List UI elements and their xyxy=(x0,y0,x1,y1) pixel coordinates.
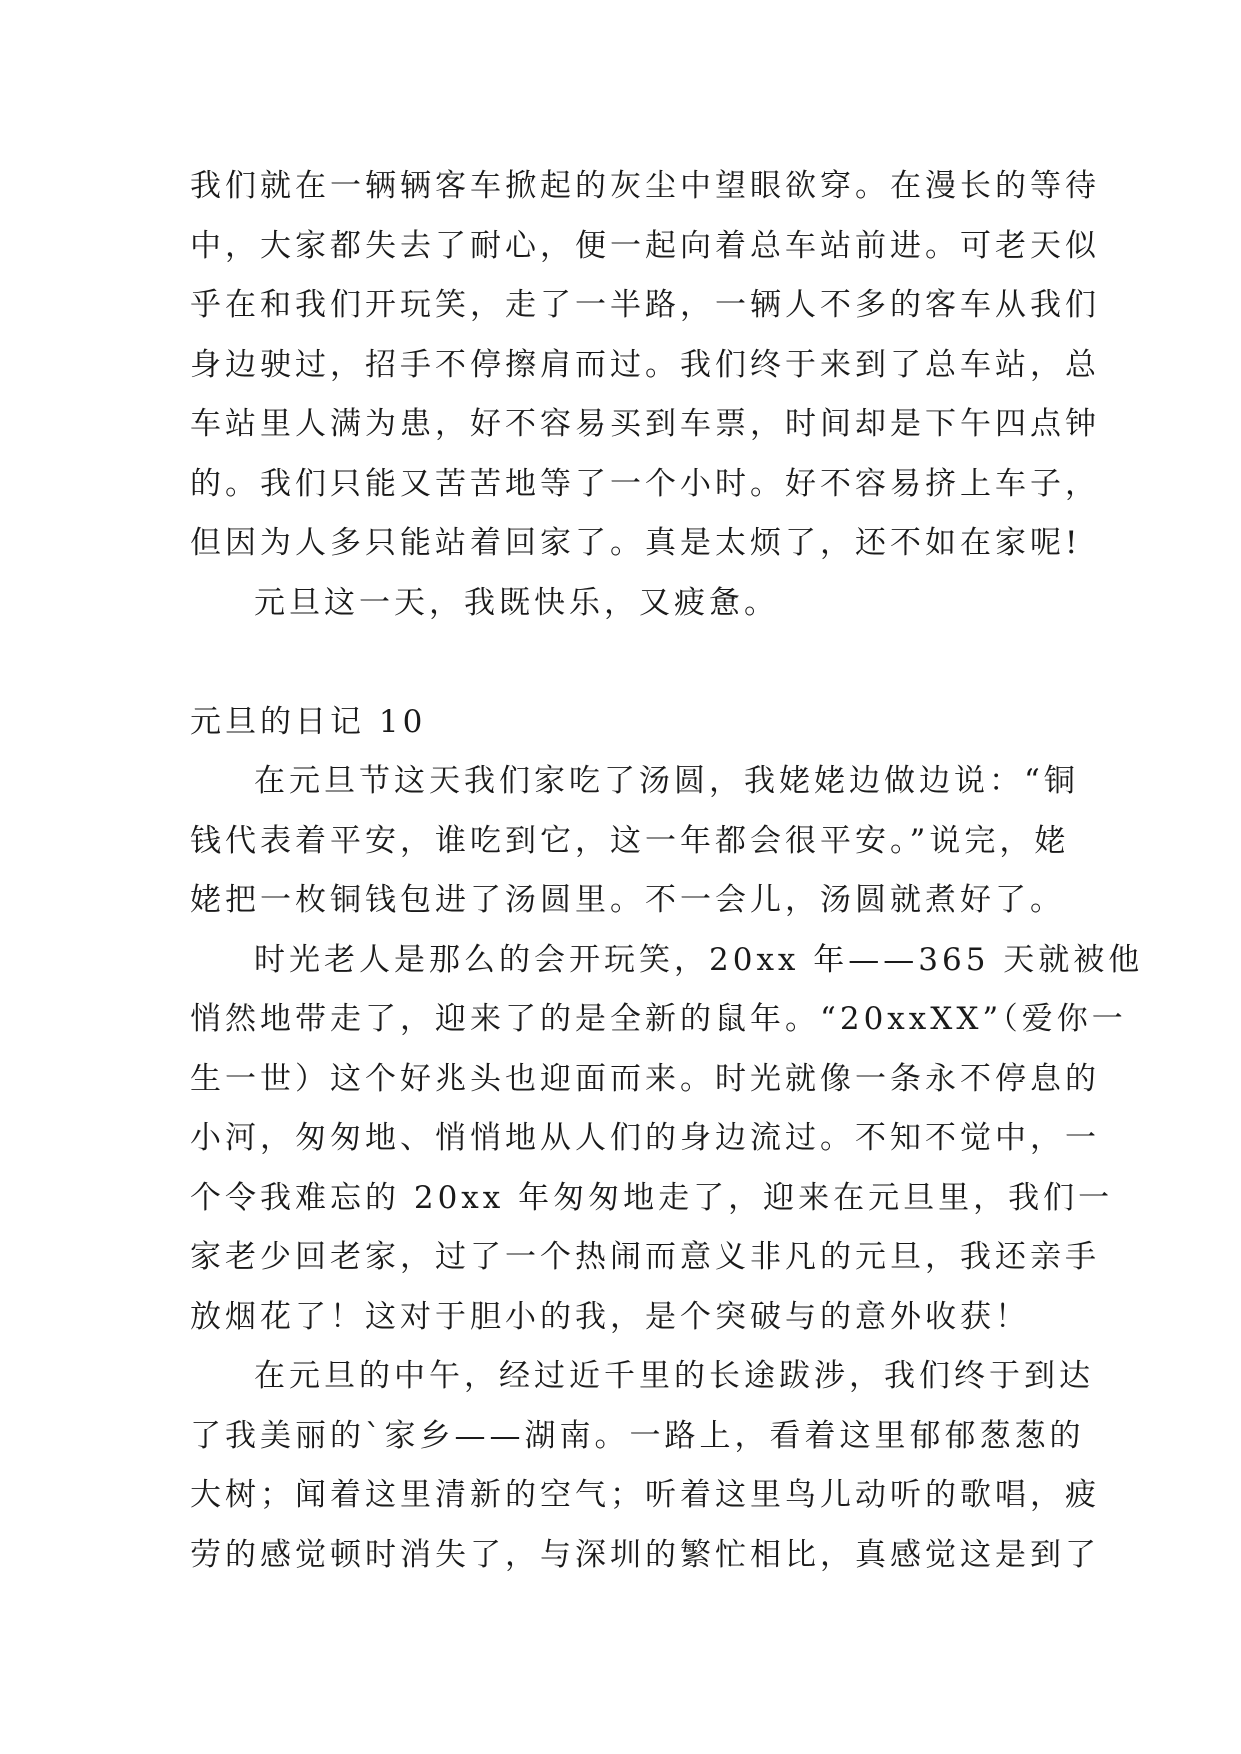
section-spacer xyxy=(190,633,1060,693)
paragraph-2 xyxy=(190,931,1144,1348)
text-line: 元旦这一天，我既快乐，又疲惫。 xyxy=(254,584,779,621)
paragraph-1 xyxy=(190,752,1079,931)
text-line: 家老少回老家，过了一个热闹而意义非凡的元旦，我还亲手 xyxy=(190,1239,1100,1275)
text-line: 在元旦节这天我们家吃了汤圆，我姥姥边做边说：“铜 xyxy=(254,763,1079,799)
text-line: 中，大家都失去了耐心，便一起向着总车站前进。可老天似 xyxy=(190,227,1100,264)
text-line: 的。我们只能又苦苦地等了一个小时。好不容易挤上车子， xyxy=(190,465,1100,502)
text-line: 劳的感觉顿时消失了，与深圳的繁忙相比，真感觉这是到了 xyxy=(190,1536,1100,1573)
text-line: 生一世）这个好兆头也迎面而来。时光就像一条永不停息的 xyxy=(190,1060,1100,1097)
text-line: 个令我难忘的 20xx 年匆匆地走了，迎来在元旦里，我们一 xyxy=(190,1179,1114,1216)
paragraph-closing xyxy=(190,574,1060,634)
text-line: 我们就在一辆辆客车掀起的灰尘中望眼欲穿。在漫长的等待 xyxy=(190,168,1100,204)
text-line: 时光老人是那么的会开玩笑，20xx 年——365 天就被他 xyxy=(254,941,1144,978)
section-title: 元旦的日记 10 xyxy=(190,703,427,740)
paragraph-3 xyxy=(190,1347,1100,1585)
text-line: 姥把一枚铜钱包进了汤圆里。不一会儿，汤圆就煮好了。 xyxy=(190,882,1065,918)
text-line: 乎在和我们开玩笑，走了一半路，一辆人不多的客车从我们 xyxy=(190,287,1100,323)
text-line: 放烟花了！这对于胆小的我，是个突破与的意外收获！ xyxy=(190,1298,1030,1335)
text-line: 钱代表着平安，谁吃到它，这一年都会很平安。”说完，姥 xyxy=(190,822,1070,859)
text-line: 在元旦的中午，经过近千里的长途跋涉，我们终于到达 xyxy=(254,1358,1094,1394)
text-line: 了我美丽的`家乡——湖南。一路上，看着这里郁郁葱葱的 xyxy=(190,1417,1085,1454)
paragraph-continued xyxy=(190,157,1100,574)
text-line: 小河，匆匆地、悄悄地从人们的身边流过。不知不觉中，一 xyxy=(190,1120,1100,1156)
text-line: 身边驶过，招手不停擦肩而过。我们终于来到了总车站，总 xyxy=(190,346,1100,383)
text-line: 但因为人多只能站着回家了。真是太烦了，还不如在家呢! xyxy=(190,525,1082,561)
text-line: 大树；闻着这里清新的空气；听着这里鸟儿动听的歌唱，疲 xyxy=(190,1477,1100,1513)
text-line: 悄然地带走了，迎来了的是全新的鼠年。“20xxXX”（爱你一 xyxy=(190,1001,1127,1037)
document-body xyxy=(190,157,1144,1585)
text-line: 车站里人满为患，好不容易买到车票，时间却是下午四点钟 xyxy=(190,406,1100,442)
